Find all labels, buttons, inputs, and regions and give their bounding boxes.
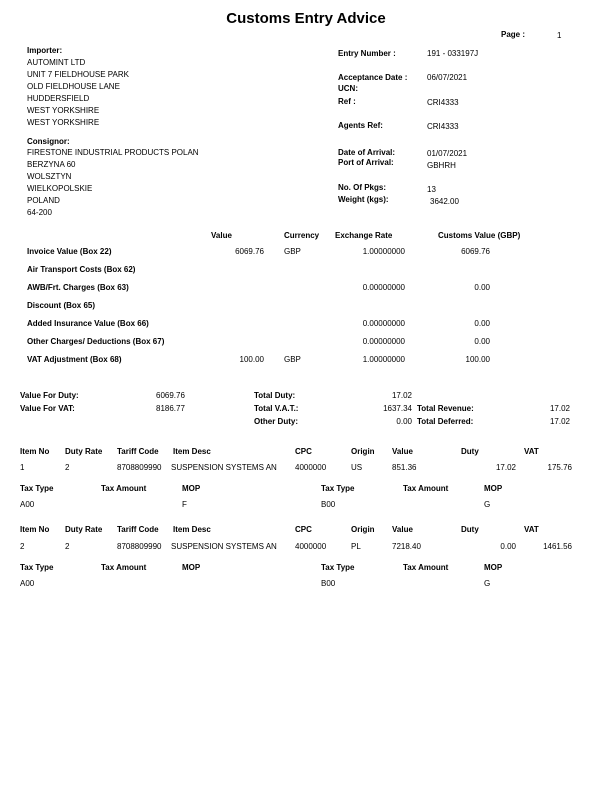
awb-rate: 0.00000000 — [362, 283, 405, 292]
vat-adjustment-label: VAT Adjustment (Box 68) — [27, 355, 122, 364]
awb-customs-value: 0.00 — [474, 283, 490, 292]
cpc-header: CPC — [295, 447, 312, 456]
header-value: Value — [211, 231, 232, 240]
duty-rate: 2 — [65, 463, 70, 472]
invoice-value: 6069.76 — [235, 247, 264, 256]
consignor-line: BERZYNA 60 — [27, 160, 76, 169]
tax-type-header: Tax Type — [20, 484, 54, 493]
origin-value: US — [351, 463, 363, 472]
port-of-arrival-label: Port of Arrival: — [338, 158, 394, 167]
tariff-code: 8708809990 — [117, 542, 162, 551]
importer-line: HUDDERSFIELD — [27, 94, 90, 103]
tax-amount-header: Tax Amount — [403, 484, 449, 493]
agents-ref-value: CRI4333 — [427, 122, 459, 131]
air-transport-label: Air Transport Costs (Box 62) — [27, 265, 136, 274]
total-revenue: 17.02 — [549, 404, 570, 413]
mop-header: MOP — [484, 563, 503, 572]
tax-type: B00 — [321, 500, 336, 509]
duty-header: Duty — [461, 447, 479, 456]
total-duty-label: Total Duty: — [254, 391, 296, 400]
item-value: 851.36 — [392, 463, 417, 472]
cpc-header: CPC — [295, 525, 312, 534]
awb-charges-label: AWB/Frt. Charges (Box 63) — [27, 283, 129, 292]
duty-rate-header: Duty Rate — [65, 447, 103, 456]
header-customs-value: Customs Value (GBP) — [438, 231, 521, 240]
importer-line: AUTOMINT LTD — [27, 58, 86, 67]
total-vat-label: Total V.A.T.: — [254, 404, 299, 413]
insurance-label: Added Insurance Value (Box 66) — [27, 319, 149, 328]
other-charges-label: Other Charges/ Deductions (Box 67) — [27, 337, 165, 346]
discount-label: Discount (Box 65) — [27, 301, 96, 310]
ref-label: Ref : — [338, 97, 356, 106]
value-header: Value — [392, 447, 413, 456]
value-for-vat-label: Value For VAT: — [20, 404, 75, 413]
vat-header: VAT — [524, 447, 539, 456]
item-desc: SUSPENSION SYSTEMS AN — [171, 463, 277, 472]
total-deferred: 17.02 — [549, 417, 570, 426]
tax-type: A00 — [20, 500, 35, 509]
item-desc-header: Item Desc — [173, 525, 211, 534]
importer-line: UNIT 7 FIELDHOUSE PARK — [27, 70, 129, 79]
other-charges-rate: 0.00000000 — [362, 337, 405, 346]
item-duty: 0.00 — [500, 542, 516, 551]
tax-type-header: Tax Type — [20, 563, 54, 572]
header-currency: Currency — [284, 231, 320, 240]
value-header: Value — [392, 525, 413, 534]
cpc-value: 4000000 — [295, 463, 327, 472]
tax-amount-header: Tax Amount — [403, 563, 449, 572]
other-charges-customs-value: 0.00 — [474, 337, 490, 346]
insurance-customs-value: 0.00 — [474, 319, 490, 328]
importer-line: WEST YORKSHIRE — [27, 106, 100, 115]
invoice-customs-value: 6069.76 — [461, 247, 490, 256]
consignor-line: WIELKOPOLSKIE — [27, 184, 93, 193]
tax-type: A00 — [20, 579, 35, 588]
importer-line: WEST YORKSHIRE — [27, 118, 100, 127]
tax-type: B00 — [321, 579, 336, 588]
total-revenue-label: Total Revenue: — [417, 404, 474, 413]
importer-line: OLD FIELDHOUSE LANE — [27, 82, 120, 91]
vat-adjustment-customs-value: 100.00 — [465, 355, 490, 364]
tax-amount-header: Tax Amount — [101, 563, 147, 572]
port-of-arrival: GBHRH — [427, 161, 456, 170]
item-no-header: Item No — [20, 447, 50, 456]
header-exchange-rate: Exchange Rate — [335, 231, 393, 240]
vat-header: VAT — [524, 525, 539, 534]
invoice-rate: 1.00000000 — [362, 247, 405, 256]
item-no: 2 — [20, 542, 25, 551]
mop-header: MOP — [182, 484, 201, 493]
tariff-code-header: Tariff Code — [117, 447, 159, 456]
mop-value: G — [484, 579, 491, 588]
value-for-duty-label: Value For Duty: — [20, 391, 79, 400]
consignor-line: POLAND — [27, 196, 60, 205]
weight-label: Weight (kgs): — [338, 195, 389, 204]
item-value: 7218.40 — [392, 542, 421, 551]
vat-adjustment-currency: GBP — [284, 355, 301, 364]
item-vat: 175.76 — [547, 463, 572, 472]
tariff-code-header: Tariff Code — [117, 525, 159, 534]
item-vat: 1461.56 — [543, 542, 572, 551]
date-of-arrival: 01/07/2021 — [427, 149, 468, 158]
item-duty: 17.02 — [495, 463, 516, 472]
tax-type-header: Tax Type — [321, 484, 355, 493]
value-for-duty: 6069.76 — [156, 391, 185, 400]
tax-amount-header: Tax Amount — [101, 484, 147, 493]
ref-value: CRI4333 — [427, 98, 459, 107]
item-no: 1 — [20, 463, 25, 472]
acceptance-date: 06/07/2021 — [427, 73, 468, 82]
mop-value: G — [484, 500, 491, 509]
weight-value: 3642.00 — [430, 197, 459, 206]
total-duty: 17.02 — [391, 391, 412, 400]
ucn-label: UCN: — [338, 84, 358, 93]
entry-number: 191 - 033197J — [427, 49, 479, 58]
page-title: Customs Entry Advice — [226, 10, 386, 27]
consignor-label: Consignor: — [27, 137, 70, 146]
duty-rate-header: Duty Rate — [65, 525, 103, 534]
item-no-header: Item No — [20, 525, 50, 534]
item-desc-header: Item Desc — [173, 447, 211, 456]
no-of-pkgs: 13 — [427, 185, 436, 194]
entry-number-label: Entry Number : — [338, 49, 396, 58]
importer-label: Importer: — [27, 46, 63, 55]
vat-adjustment-rate: 1.00000000 — [362, 355, 405, 364]
origin-header: Origin — [351, 525, 375, 534]
vat-adjustment-value: 100.00 — [239, 355, 264, 364]
mop-header: MOP — [182, 563, 201, 572]
total-deferred-label: Total Deferred: — [417, 417, 474, 426]
duty-rate: 2 — [65, 542, 70, 551]
acceptance-date-label: Acceptance Date : — [338, 73, 408, 82]
item-desc: SUSPENSION SYSTEMS AN — [171, 542, 277, 551]
origin-value: PL — [351, 542, 361, 551]
duty-header: Duty — [461, 525, 479, 534]
tariff-code: 8708809990 — [117, 463, 162, 472]
insurance-rate: 0.00000000 — [362, 319, 405, 328]
consignor-line: 64-200 — [27, 208, 52, 217]
origin-header: Origin — [351, 447, 375, 456]
total-vat: 1637.34 — [383, 404, 412, 413]
invoice-currency: GBP — [284, 247, 301, 256]
tax-type-header: Tax Type — [321, 563, 355, 572]
page-number: 1 — [557, 31, 562, 40]
other-duty: 0.00 — [396, 417, 412, 426]
date-of-arrival-label: Date of Arrival: — [338, 148, 396, 157]
mop-header: MOP — [484, 484, 503, 493]
cpc-value: 4000000 — [295, 542, 327, 551]
mop-value: F — [182, 500, 187, 509]
consignor-line: WOLSZTYN — [27, 172, 72, 181]
agents-ref-label: Agents Ref: — [338, 121, 383, 130]
consignor-line: FIRESTONE INDUSTRIAL PRODUCTS POLAN — [27, 148, 199, 157]
no-of-pkgs-label: No. Of Pkgs: — [338, 183, 387, 192]
value-for-vat: 8186.77 — [156, 404, 185, 413]
invoice-value-label: Invoice Value (Box 22) — [27, 247, 112, 256]
page-label: Page : — [501, 30, 526, 39]
other-duty-label: Other Duty: — [254, 417, 298, 426]
